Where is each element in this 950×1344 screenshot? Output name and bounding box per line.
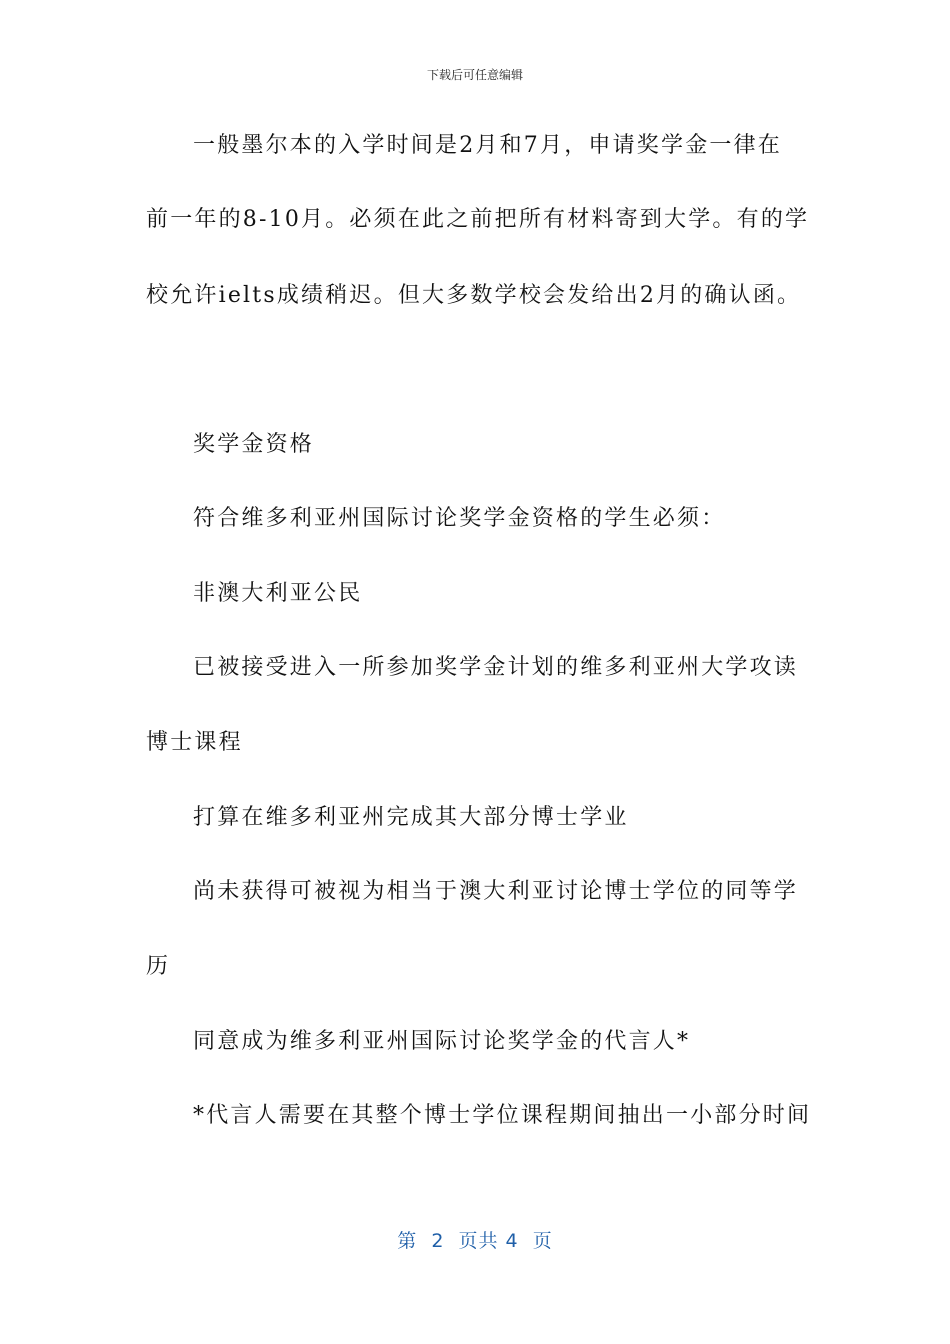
footnote-line: *代言人需要在其整个博士学位课程期间抽出一小部分时间	[193, 1103, 812, 1128]
section-heading: 奖学金资格	[193, 432, 315, 457]
paragraph-line: 校允许ielts成绩稍迟。但大多数学校会发给出2月的确认函。	[146, 283, 802, 308]
list-item-continuation: 博士课程	[146, 730, 243, 755]
page-header-note: 下载后可任意编辑	[426, 68, 523, 82]
page-number: 第 2 页共 4 页	[397, 1230, 553, 1252]
list-item: 打算在维多利亚州完成其大部分博士学业	[193, 805, 629, 830]
list-item-continuation: 历	[146, 954, 171, 979]
paragraph-line: 符合维多利亚州国际讨论奖学金资格的学生必须：	[193, 506, 726, 531]
paragraph-line: 一般墨尔本的入学时间是2月和7月，申请奖学金一律在	[193, 133, 782, 158]
list-item: 尚未获得可被视为相当于澳大利亚讨论博士学位的同等学	[193, 879, 799, 904]
list-item: 非澳大利亚公民	[193, 581, 363, 606]
list-item: 已被接受进入一所参加奖学金计划的维多利亚州大学攻读	[193, 655, 799, 680]
paragraph-line: 前一年的8-10月。必须在此之前把所有材料寄到大学。有的学	[146, 207, 810, 232]
list-item: 同意成为维多利亚州国际讨论奖学金的代言人*	[193, 1029, 691, 1054]
